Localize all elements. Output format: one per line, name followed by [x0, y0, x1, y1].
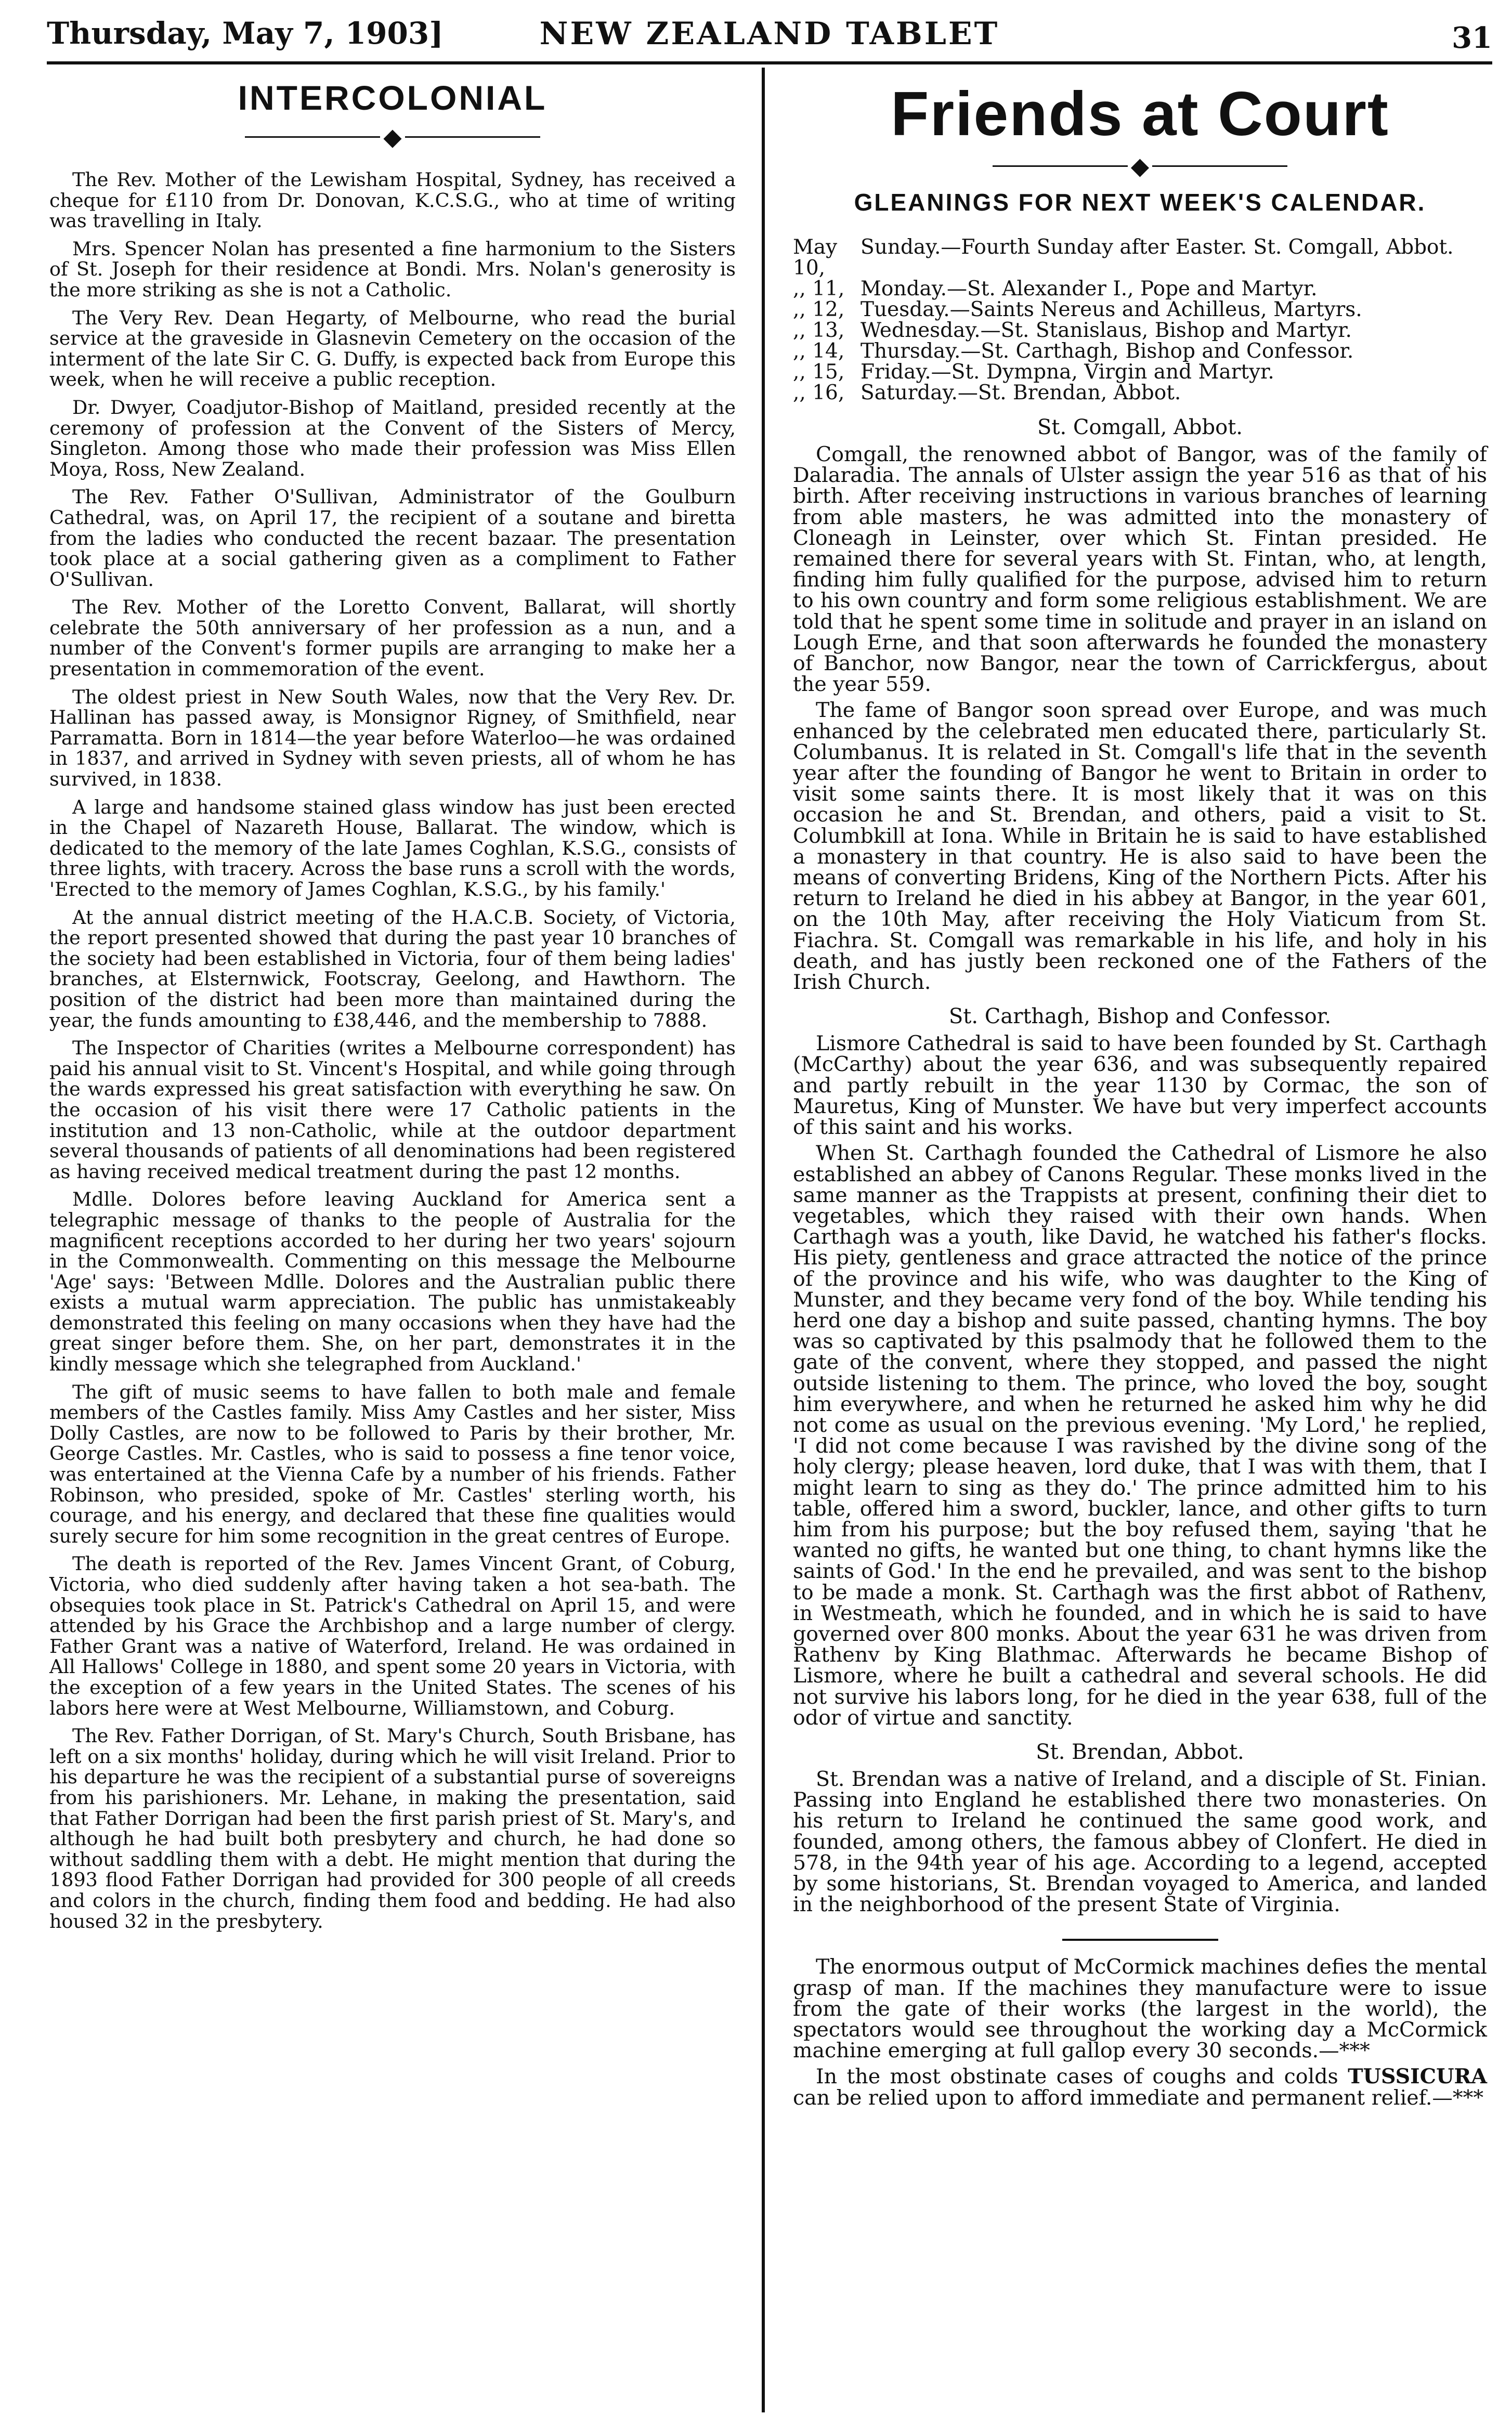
calendar-day: ,, 15, — [793, 360, 845, 384]
calendar-day: ,, 11, — [793, 277, 845, 301]
news-item: The Very Rev. Dean Hegarty, of Melbourne, who read the burial service at the graveside in Glasnevin Cemetery on the occasion of the interment of the late Sir C. G. Duffy, is expected back from Europe this week, when he will receive a public reception. — [49, 306, 736, 391]
news-item: The Rev. Father Dorrigan, of St. Mary's Church, South Brisbane, has left on a six months' holiday, during which he will visit Ireland. Prior to his departure he was the recipient of a substantial purse of sovereigns from his parishioners. Mr. Lehane, in making the presentation, said that Father Dorrigan had been the first parish priest of St. Mary's, and although he had built both presbytery and church, he had done so without saddling them with a debt. He might mention that during the 1893 flood Father Dorrigan had provided for 300 people of all creeds and colors in the church, finding them food and bedding. He had also housed 32 in the presbytery. — [49, 1725, 736, 1933]
advertisement-mccormick: The enormous output of McCormick machines defies the mental grasp of man. If the machines they manufacture were to issue from the gate of their works (the largest in the world), the spectators would see throughout the working day a McCormick machine emerging at full gallop every 30 seconds.—*** — [793, 1955, 1487, 2063]
issue-date: Thursday, May 7, 1903] — [47, 16, 444, 51]
calendar-day: ,, 16, — [793, 381, 845, 404]
calendar-text: Thursday.—St. Carthagh, Bishop and Confessor. — [861, 340, 1354, 363]
subheading-carthagh: St. Carthagh, Bishop and Confessor. — [948, 1004, 1332, 1029]
section-title: Friends at Court — [891, 79, 1389, 149]
news-item: At the annual district meeting of the H.A.C.B. Society, of Victoria, the report presented showed that during the past year 10 branches of the society had been established in Victoria, four of them being ladies' branches, at Elsternwick, Footscray, Geelong, and Hawthorn. The position of the district had been more than maintained during the year, the funds amounting to £38,446, and the membership to 7888. — [49, 906, 736, 1032]
calendar-text: Tuesday.—Saints Nereus and Achilleus, Martyrs. — [861, 298, 1362, 321]
newspaper-title: NEW ZEALAND TABLET — [539, 16, 1000, 52]
advertisement-tussicura — [793, 2066, 1487, 2108]
section-title: INTERCOLONIAL — [238, 79, 548, 117]
page-header — [47, 9, 1492, 64]
page-number: 31 — [1452, 21, 1492, 55]
calendar-text: Friday.—St. Dympna, Virgin and Martyr. — [861, 360, 1274, 384]
news-item: The Rev. Mother of the Lewisham Hospital, Sydney, has received a cheque for £110 from Dr. Donovan, K.C.S.G., who at time of writing was travelling in Italy. — [49, 168, 736, 232]
calendar-entry — [793, 383, 1487, 403]
calendar-entry — [793, 299, 1487, 320]
calendar-day: May 10, — [793, 236, 838, 280]
news-item: The oldest priest in New South Wales, now that the Very Rev. Dr. Hallinan has passed away, is Monsignor Rigney, of Smithfield, near Parramatta. Born in 1814—the year before Waterloo—he was ordained in 1837, and arrived in Sydney with seven priests, all of whom he has survived, in 1838. — [49, 685, 736, 791]
intercolonial-column — [49, 78, 736, 1939]
calendar-text: Sunday.—Fourth Sunday after Easter. St. Comgall, Abbot. — [861, 236, 1454, 259]
news-item: The Rev. Mother of the Loretto Convent, Ballarat, will shortly celebrate the 50th anniversary of her profession as a nun, and a number of the Convent's former pupils are arranging to make her a presentation in commemoration of the event. — [49, 596, 736, 681]
news-item: The Inspector of Charities (writes a Melbourne correspondent) has paid his annual visit to St. Vincent's Hospital, and while going through the wards expressed his great satisfaction with everything he saw. On the occasion of his visit there were 17 Catholic patients in the institution and 13 non-Catholic, while at the outdoor department several thousands of patients of all denominations had been registered as having received medical treatment during the past 12 months. — [49, 1037, 736, 1183]
calendar-entry — [793, 341, 1487, 362]
article-paragraph: St. Brendan was a native of Ireland, and a disciple of St. Finian. Passing into England he established there two monasteries. On his return to Ireland he continued the same good work, and founded, among others, the famous abbey of Clonfert. He died in 578, in the 94th year of his age. According to a legend, accepted by some historians, St. Brendan voyaged to America, and landed in the neighborhood of the present State of Virginia. — [793, 1767, 1487, 1917]
calendar-entry — [793, 320, 1487, 341]
friends-at-court-column — [793, 78, 1487, 2113]
calendar-text: Monday.—St. Alexander I., Pope and Martyr. — [861, 277, 1318, 301]
calendar-day: ,, 13, — [793, 319, 845, 342]
news-item: A large and handsome stained glass window has just been erected in the Chapel of Nazareth House, Ballarat. The window, which is dedicated to the memory of the late James Coghlan, K.S.G., consists of three lights, with tracery. Across the base runs a scroll with the words, 'Erected to the memory of James Coghlan, K.S.G., by his family.' — [49, 795, 736, 900]
news-item: Mrs. Spencer Nolan has presented a fine harmonium to the Sisters of St. Joseph for their residence at Bondi. Mrs. Nolan's generosity is the more striking as she is not a Catholic. — [49, 237, 736, 301]
ornament-divider: ◆ — [49, 123, 736, 149]
brand-name: TUSSICURA — [1348, 2065, 1488, 2089]
news-item: The gift of music seems to have fallen to both male and female members of the Castles family. Miss Amy Castles and her sister, Miss Dolly Castles, are now to be followed to Paris by their brother, Mr. George Castles. Mr. Castles, who is said to possess a fine tenor voice, was entertained at the Vienna Cafe by a number of his friends. Father Robinson, who presided, spoke of Mr. Castles' sterling worth, his courage, and his energy, and declared that these fine qualities would surely secure for him some recognition in the great centres of Europe. — [49, 1380, 736, 1547]
article-paragraph: The fame of Bangor soon spread over Europe, and was much enhanced by the celebrated men educated there, particularly St. Columbanus. It is related in St. Comgall's life that in the seventh year after the founding of Bangor he went to Britain in order to visit some saints there. It is most likely that it was on this occasion he and St. Brendan, and others, paid a visit to St. Columbkill at Iona. While in Britain he is said to have established a monastery in that country. He is also said to have been the means of converting Bridens, King of the Northern Picts. After his return to Ireland he died in his abbey at Bangor, in the year 601, on the 10th May, after receiving the Holy Viaticum from St. Fiachra. St. Comgall was remarkable in his life, and holy in his death, and has justly been reckoned one of the Fathers of the Irish Church. — [793, 698, 1487, 995]
calendar-text: Wednesday.—St. Stanislaus, Bishop and Martyr. — [861, 319, 1352, 342]
ornament-divider: ◆ — [793, 152, 1487, 178]
column-divider — [762, 68, 765, 2412]
ad-text: In the most obstinate cases of coughs and colds — [816, 2065, 1338, 2089]
divider-rule — [1062, 1939, 1218, 1941]
article-paragraph: Comgall, the renowned abbot of Bangor, was of the family of Dalaradia. The annals of Ulster assign the year 516 as that of his birth. After receiving instructions in various branches of learning from able masters, he was admitted into the monastery of Cloneagh in Leinster, over which St. Fintan presided. He remained there for several years with St. Fintan, who, at length, finding him fully qualified for the purpose, advised him to return to his own country and form some religious establishment. We are told that he spent some time in solitude and prayer in an island on Lough Erne, and that soon afterwards he founded the monastery of Banchor, now Bangor, near the town of Carrickfergus, about the year 559. — [793, 442, 1487, 697]
news-item: Mdlle. Dolores before leaving Auckland for America sent a telegraphic message of thanks to the people of Australia for the magnificent receptions accorded to her during her two years' sojourn in the Commonwealth. Commenting on this message the Melbourne 'Age' says: 'Between Mdlle. Dolores and the Australian public there exists a mutual warm appreciation. The public has unmistakeably demonstrated this feeling on many occasions when they have had the great singer before them. She, on her part, demonstrates it in the kindly message which she telegraphed from Auckland.' — [49, 1188, 736, 1376]
calendar-text: Saturday.—St. Brendan, Abbot. — [861, 381, 1181, 404]
news-item: Dr. Dwyer, Coadjutor-Bishop of Maitland, presided recently at the ceremony of profession at the Convent of the Sisters of Mercy, Singleton. Among those who made their profession was Miss Ellen Moya, Ross, New Zealand. — [49, 396, 736, 480]
calendar-day: ,, 14, — [793, 340, 845, 363]
subheading-comgall: St. Comgall, Abbot. — [1037, 415, 1243, 439]
article-paragraph: When St. Carthagh founded the Cathedral of Lismore he also established an abbey of Canons Regular. These monks lived in the same manner as the Trappists at present, confining their diet to vegetables, which they raised with their own hands. When Carthagh was a youth, like David, he watched his father's flocks. His piety, gentleness and grace attracted the notice of the prince of the province and his wife, who was daughter to the King of Munster, and they became very fond of the boy. While tending his herd one day a bishop and suite passed, chanting hymns. The boy was so captivated by this psalmody that he followed them to the gate of the convent, where they stopped, and passed the night outside listening to them. The prince, who loved the boy, sought him everywhere, and when he returned he asked him why he did not come as usual on the previous evening. 'My Lord,' he replied, 'I did not come because I was ravished by the divine song of the holy clergy; please heaven, lord duke, that I was with them, that I might learn to sing as they do.' The prince admitted him to his table, offered him a sword, buckler, lance, and other gifts to turn him from his purpose; but the boy refused them, saying 'that he wanted no gifts, he wanted but one thing, to chant hymns like the saints of God.' In the end he prevailed, and was sent to the bishop to be made a monk. St. Carthagh was the first abbot of Rathenv, in Westmeath, which he founded, and in which he is said to have governed over 800 monks. About the year 631 he was driven from Rathenv by King Blathmac. Afterwards he became Bishop of Lismore, where he built a cathedral and several schools. He did not survive his labors long, for he died in the year 638, full of the odor of virtue and sanctity. — [793, 1141, 1487, 1730]
calendar-entry — [793, 362, 1487, 383]
calendar-day: ,, 12, — [793, 298, 845, 321]
subheading-brendan: St. Brendan, Abbot. — [1036, 1740, 1244, 1764]
calendar-entry — [793, 237, 1487, 279]
calendar-entry — [793, 279, 1487, 299]
calendar-list — [793, 237, 1487, 403]
ad-text: can be relied upon to afford immediate and permanent relief.—*** — [793, 2085, 1484, 2110]
article-paragraph: Lismore Cathedral is said to have been founded by St. Carthagh (McCarthy) about the year 636, and was subsequently repaired and partly rebuilt in the year 1130 by Cormac, the son of Mauretus, King of Munster. We have but very imperfect accounts of this saint and his works. — [793, 1032, 1487, 1140]
news-item: The Rev. Father O'Sullivan, Administrator of the Goulburn Cathedral, was, on April 17, the recipient of a soutane and biretta from the ladies who conducted the recent bazaar. The presentation took place at a social gathering given as a compliment to Father O'Sullivan. — [49, 486, 736, 591]
news-item: The death is reported of the Rev. James Vincent Grant, of Coburg, Victoria, who died suddenly after having taken a hot sea-bath. The obsequies took place in St. Patrick's Cathedral on April 15, and were attended by his Grace the Archbishop and a large number of clergy. Father Grant was a native of Waterford, Ireland. He was ordained in All Hallows' College in 1880, and spent some 20 years in Victoria, with the exception of a few years in the United States. The scenes of his labors here were at West Melbourne, Williamstown, and Coburg. — [49, 1552, 736, 1719]
section-subtitle: GLEANINGS FOR NEXT WEEK'S CALENDAR. — [854, 189, 1426, 216]
